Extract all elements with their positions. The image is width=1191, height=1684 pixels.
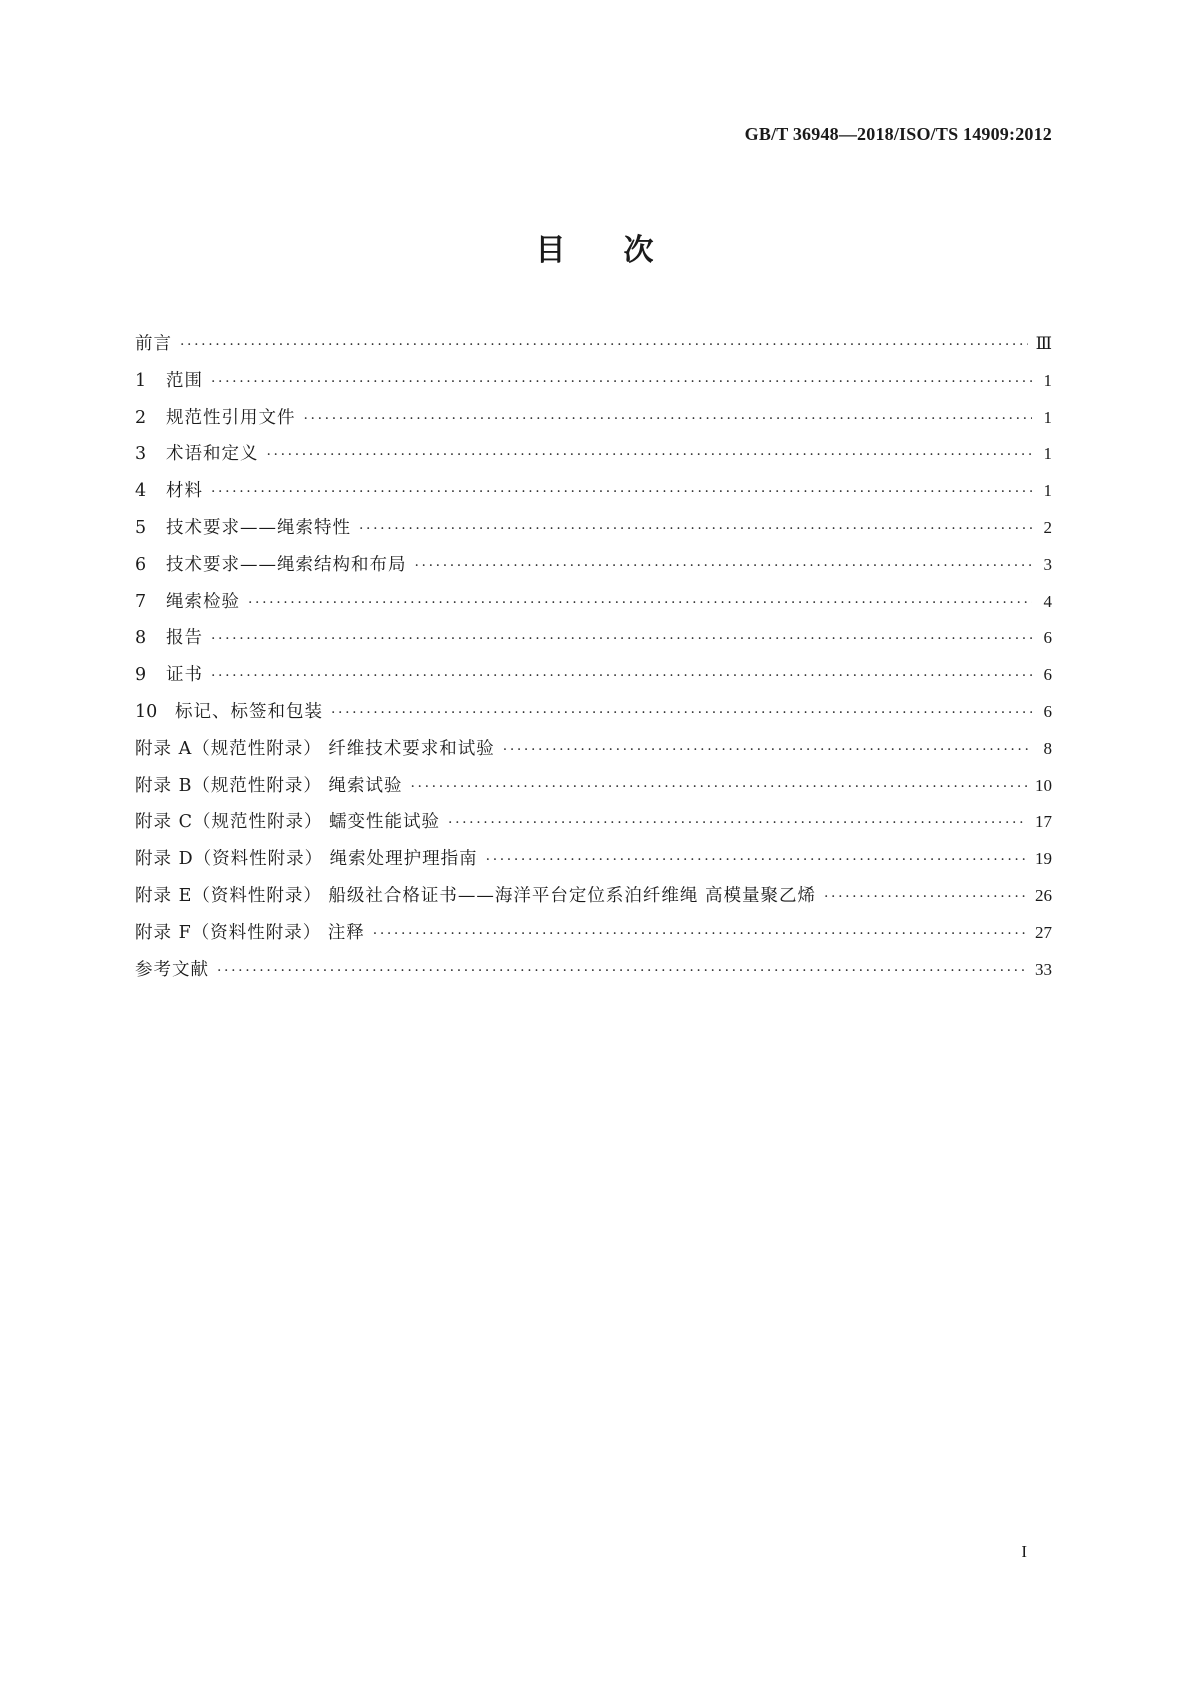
toc-entry-number: 4 bbox=[135, 481, 147, 502]
toc-leader-dots bbox=[211, 474, 1032, 511]
toc-title-part2: 次 bbox=[623, 233, 656, 268]
toc-entry-page: 8 bbox=[1043, 738, 1052, 758]
toc-entry-annex-c[interactable] bbox=[135, 804, 1052, 841]
toc-leader-dots bbox=[180, 327, 1028, 364]
toc-entry-page: 1 bbox=[1043, 481, 1052, 501]
table-of-contents bbox=[135, 326, 1052, 988]
toc-leader-dots bbox=[415, 548, 1033, 585]
toc-entry-number: 9 bbox=[135, 665, 147, 686]
toc-entry-label: 技术要求——绳索结构和布局 bbox=[166, 554, 407, 575]
toc-entry-annex-a[interactable] bbox=[135, 731, 1052, 768]
toc-entry-page: 26 bbox=[1035, 885, 1052, 905]
toc-entry-number: 3 bbox=[135, 444, 147, 465]
toc-entry-page: 17 bbox=[1035, 812, 1052, 832]
toc-entry-label: 证书 bbox=[166, 665, 203, 686]
toc-entry-page: 2 bbox=[1043, 517, 1052, 537]
toc-entry-normative-references[interactable] bbox=[135, 400, 1052, 437]
toc-entry-page: 1 bbox=[1043, 370, 1052, 390]
toc-entry-number: 7 bbox=[135, 591, 147, 612]
toc-entry-marking-packaging[interactable] bbox=[135, 694, 1052, 731]
toc-entry-label: 前言 bbox=[135, 334, 172, 354]
toc-entry-bibliography[interactable] bbox=[135, 952, 1052, 989]
toc-entry-label: 附录 C（规范性附录） 蠕变性能试验 bbox=[135, 812, 441, 833]
toc-entry-certificate[interactable] bbox=[135, 657, 1052, 694]
toc-leader-dots bbox=[503, 732, 1032, 769]
toc-entry-page: 1 bbox=[1043, 444, 1052, 464]
toc-leader-dots bbox=[248, 585, 1032, 622]
toc-entry-rope-inspection[interactable] bbox=[135, 584, 1052, 621]
toc-leader-dots bbox=[486, 842, 1027, 879]
toc-entry-page: 19 bbox=[1035, 849, 1052, 869]
toc-leader-dots bbox=[211, 621, 1032, 658]
toc-entry-terms[interactable] bbox=[135, 436, 1052, 473]
toc-entry-page: 3 bbox=[1043, 554, 1052, 574]
toc-entry-annex-e[interactable] bbox=[135, 878, 1052, 915]
toc-entry-page: 27 bbox=[1035, 922, 1052, 942]
toc-entry-annex-f[interactable] bbox=[135, 915, 1052, 952]
toc-entry-page: 1 bbox=[1043, 407, 1052, 427]
toc-leader-dots bbox=[359, 511, 1032, 548]
toc-leader-dots bbox=[211, 658, 1032, 695]
toc-entry-rope-construction[interactable] bbox=[135, 547, 1052, 584]
toc-leader-dots bbox=[211, 364, 1032, 401]
toc-entry-annex-b[interactable] bbox=[135, 768, 1052, 805]
toc-entry-label: 规范性引用文件 bbox=[166, 407, 296, 428]
toc-entry-scope[interactable] bbox=[135, 363, 1052, 400]
toc-leader-dots bbox=[217, 953, 1027, 990]
toc-leader-dots bbox=[448, 805, 1027, 842]
toc-entry-label: 附录 F（资料性附录） 注释 bbox=[135, 922, 365, 943]
toc-title-part1: 目 bbox=[535, 233, 568, 268]
toc-entry-label: 报告 bbox=[166, 628, 203, 649]
toc-entry-label: 技术要求——绳索特性 bbox=[166, 517, 351, 538]
toc-entry-label: 术语和定义 bbox=[166, 444, 259, 465]
toc-entry-label: 范围 bbox=[166, 370, 203, 391]
toc-entry-number: 5 bbox=[135, 517, 147, 538]
toc-entry-number: 6 bbox=[135, 554, 147, 575]
toc-leader-dots bbox=[411, 769, 1028, 806]
toc-entry-label: 附录 D（资料性附录） 绳索处理护理指南 bbox=[135, 849, 478, 870]
toc-entry-number: 8 bbox=[135, 628, 147, 649]
toc-entry-page: 6 bbox=[1043, 701, 1052, 721]
toc-entry-annex-d[interactable] bbox=[135, 841, 1052, 878]
toc-leader-dots bbox=[373, 916, 1027, 953]
toc-entry-label: 材料 bbox=[166, 481, 203, 502]
toc-leader-dots bbox=[267, 437, 1033, 474]
toc-entry-page: 10 bbox=[1035, 775, 1052, 795]
toc-entry-label: 附录 B（规范性附录） 绳索试验 bbox=[135, 775, 403, 796]
toc-entry-label: 标记、标签和包装 bbox=[175, 701, 323, 722]
toc-entry-foreword[interactable] bbox=[135, 326, 1052, 363]
toc-entry-page: 6 bbox=[1043, 665, 1052, 685]
toc-entry-label: 附录 E（资料性附录） 船级社合格证书——海洋平台定位系泊纤维绳 高模量聚乙烯 bbox=[135, 885, 816, 906]
toc-entry-materials[interactable] bbox=[135, 473, 1052, 510]
toc-leader-dots bbox=[304, 401, 1033, 438]
toc-leader-dots bbox=[331, 695, 1032, 732]
toc-entry-rope-properties[interactable] bbox=[135, 510, 1052, 547]
toc-entry-page: 33 bbox=[1035, 959, 1052, 979]
toc-entry-page: 6 bbox=[1043, 628, 1052, 648]
toc-entry-report[interactable] bbox=[135, 620, 1052, 657]
toc-entry-page: 4 bbox=[1043, 591, 1052, 611]
document-code: GB/T 36948—2018/ISO/TS 14909:2012 bbox=[744, 124, 1052, 144]
page-number: I bbox=[1021, 1542, 1027, 1561]
toc-title bbox=[0, 225, 1191, 269]
toc-entry-label: 绳索检验 bbox=[166, 591, 240, 612]
toc-entry-page: Ⅲ bbox=[1035, 334, 1052, 353]
toc-entry-number: 10 bbox=[135, 701, 158, 722]
toc-leader-dots bbox=[824, 879, 1027, 916]
toc-entry-number: 1 bbox=[135, 370, 147, 391]
toc-entry-number: 2 bbox=[135, 407, 147, 428]
toc-entry-label: 参考文献 bbox=[135, 959, 209, 980]
toc-entry-label: 附录 A（规范性附录） 纤维技术要求和试验 bbox=[135, 738, 495, 759]
